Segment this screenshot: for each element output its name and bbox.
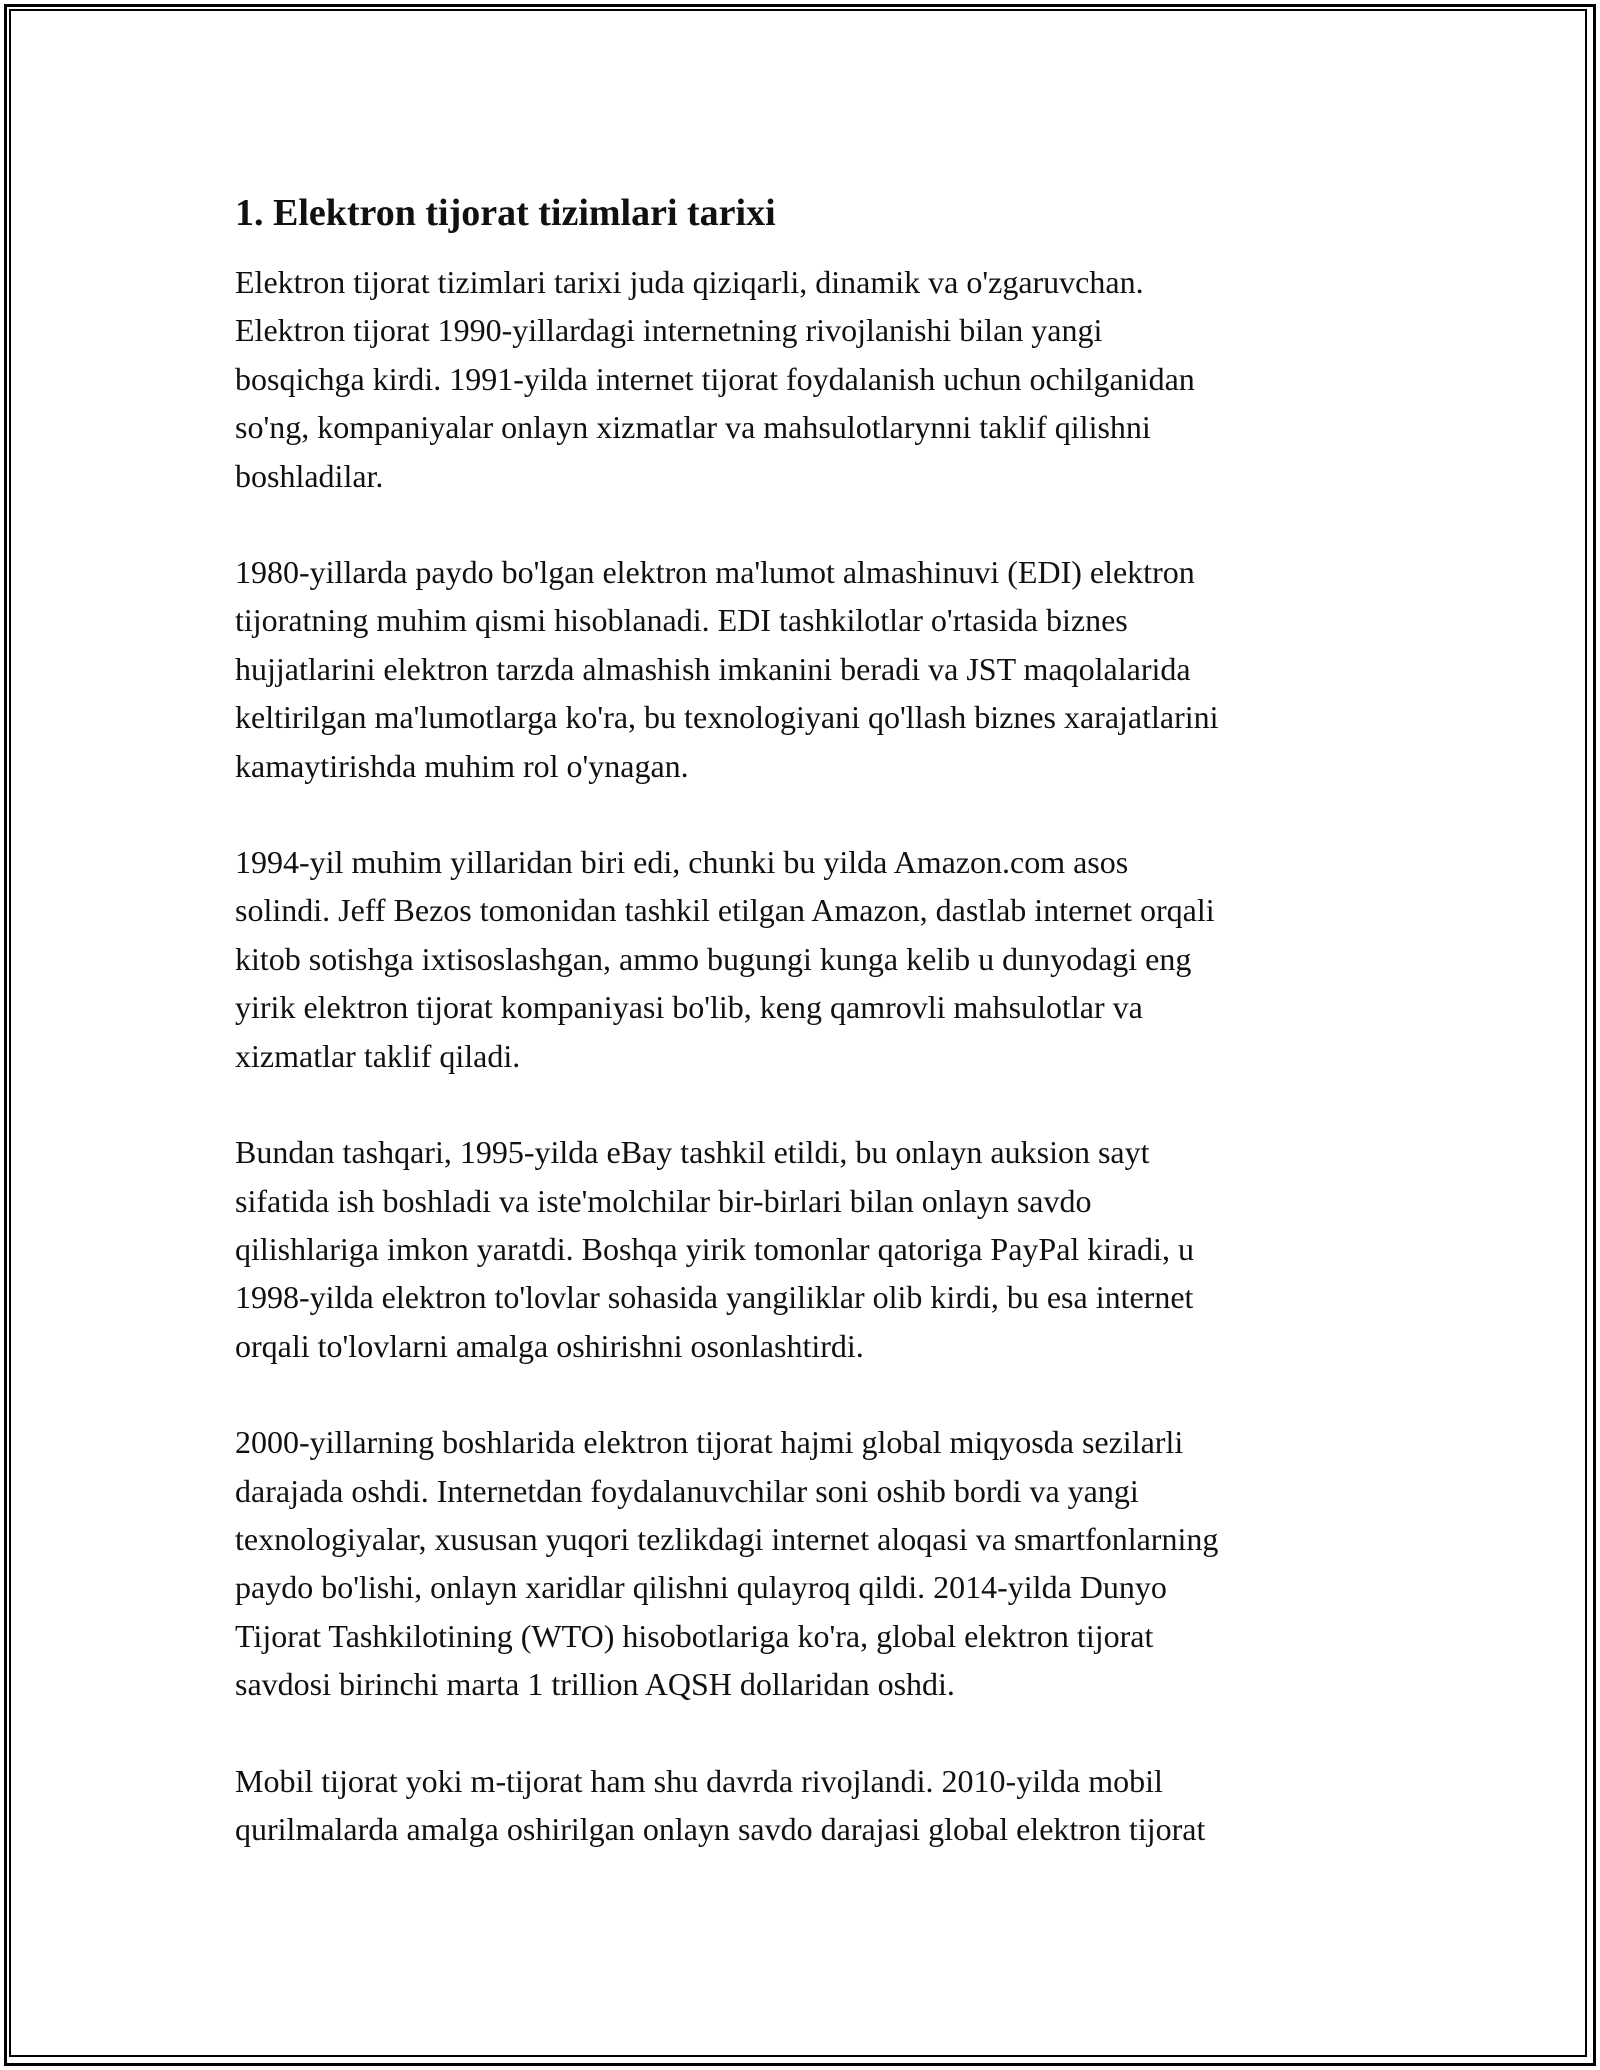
paragraph-line: bosqichga kirdi. 1991-yilda internet tijorat foydalanish uchun ochilganidan — [235, 360, 1195, 397]
paragraph-line: Bundan tashqari, 1995-yilda eBay tashkil etildi, bu onlayn auksion sayt — [235, 1134, 1150, 1171]
paragraph-line: solindi. Jeff Bezos tomonidan tashkil etilgan Amazon, dastlab internet orqali — [235, 892, 1215, 929]
paragraph-line: 2000-yillarning boshlarida elektron tijorat hajmi global miqyosda sezilarli — [235, 1424, 1184, 1461]
paragraph-line: 1980-yillarda paydo bo'lgan elektron ma'lumot almashinuvi (EDI) elektron — [235, 554, 1195, 591]
paragraph-line: yirik elektron tijorat kompaniyasi bo'lib, keng qamrovli mahsulotlar va — [235, 989, 1143, 1026]
paragraph-line: 1994-yil muhim yillaridan biri edi, chunki bu yilda Amazon.com asos — [235, 844, 1129, 881]
paragraph-line: boshladilar. — [235, 457, 384, 494]
paragraph-line: Elektron tijorat tizimlari tarixi juda qiziqarli, dinamik va o'zgaruvchan. — [235, 264, 1144, 300]
paragraph-line: Mobil tijorat yoki m-tijorat ham shu davrda rivojlandi. 2010-yilda mobil — [235, 1762, 1163, 1799]
paragraph-line: xizmatlar taklif qiladi. — [235, 1037, 521, 1074]
paragraph-line: qilishlariga imkon yaratdi. Boshqa yirik tomonlar qatoriga PayPal kiradi, u — [235, 1230, 1194, 1267]
paragraph-line: sifatida ish boshladi va iste'molchilar bir-birlari bilan onlayn savdo — [235, 1182, 1092, 1219]
paragraph — [235, 838, 1375, 1080]
paragraph — [235, 1757, 1375, 1854]
section-heading: 1. Elektron tijorat tizimlari tarixi — [235, 192, 776, 234]
paragraph — [235, 1418, 1375, 1708]
paragraph-line: tijoratning muhim qismi hisoblanadi. EDI tashkilotlar o'rtasida biznes — [235, 602, 1128, 639]
paragraph-line: Tijorat Tashkilotining (WTO) hisobotlariga ko'ra, global elektron tijorat — [235, 1617, 1154, 1654]
paragraph-line: 1998-yilda elektron to'lovlar sohasida yangiliklar olib kirdi, bu esa internet — [235, 1279, 1194, 1316]
paragraph-list — [235, 258, 1375, 1853]
paragraph-line: kamaytirishda muhim rol o'ynagan. — [235, 747, 689, 784]
paragraph — [235, 1128, 1375, 1370]
paragraph-line: savdosi birinchi marta 1 trillion AQSH dollaridan oshdi. — [235, 1666, 955, 1703]
paragraph-line: kitob sotishga ixtisoslashgan, ammo bugungi kunga kelib u dunyodagi eng — [235, 940, 1192, 977]
paragraph-line: paydo bo'lishi, onlayn xaridlar qilishni qulayroq qildi. 2014-yilda Dunyo — [235, 1569, 1167, 1606]
paragraph — [235, 258, 1375, 500]
paragraph-line: orqali to'lovlarni amalga oshirishni osonlashtirdi. — [235, 1327, 864, 1364]
paragraph-line: so'ng, kompaniyalar onlayn xizmatlar va mahsulotlarynni taklif qilishni — [235, 409, 1151, 446]
paragraph-line: qurilmalarda amalga oshirilgan onlayn savdo darajasi global elektron tijorat — [235, 1810, 1206, 1847]
paragraph-line: darajada oshdi. Internetdan foydalanuvchilar soni oshib bordi va yangi — [235, 1472, 1139, 1509]
paragraph-line: texnologiyalar, xususan yuqori tezlikdagi internet aloqasi va smartfonlarning — [235, 1520, 1219, 1557]
paragraph-line: keltirilgan ma'lumotlarga ko'ra, bu texnologiyani qo'llash biznes xarajatlarini — [235, 699, 1219, 736]
paragraph-line: Elektron tijorat 1990-yillardagi internetning rivojlanishi bilan yangi — [235, 312, 1103, 349]
paragraph — [235, 548, 1375, 790]
paragraph-line: hujjatlarini elektron tarzda almashish imkanini beradi va JST maqolalarida — [235, 650, 1191, 687]
document-body — [235, 186, 1375, 1901]
